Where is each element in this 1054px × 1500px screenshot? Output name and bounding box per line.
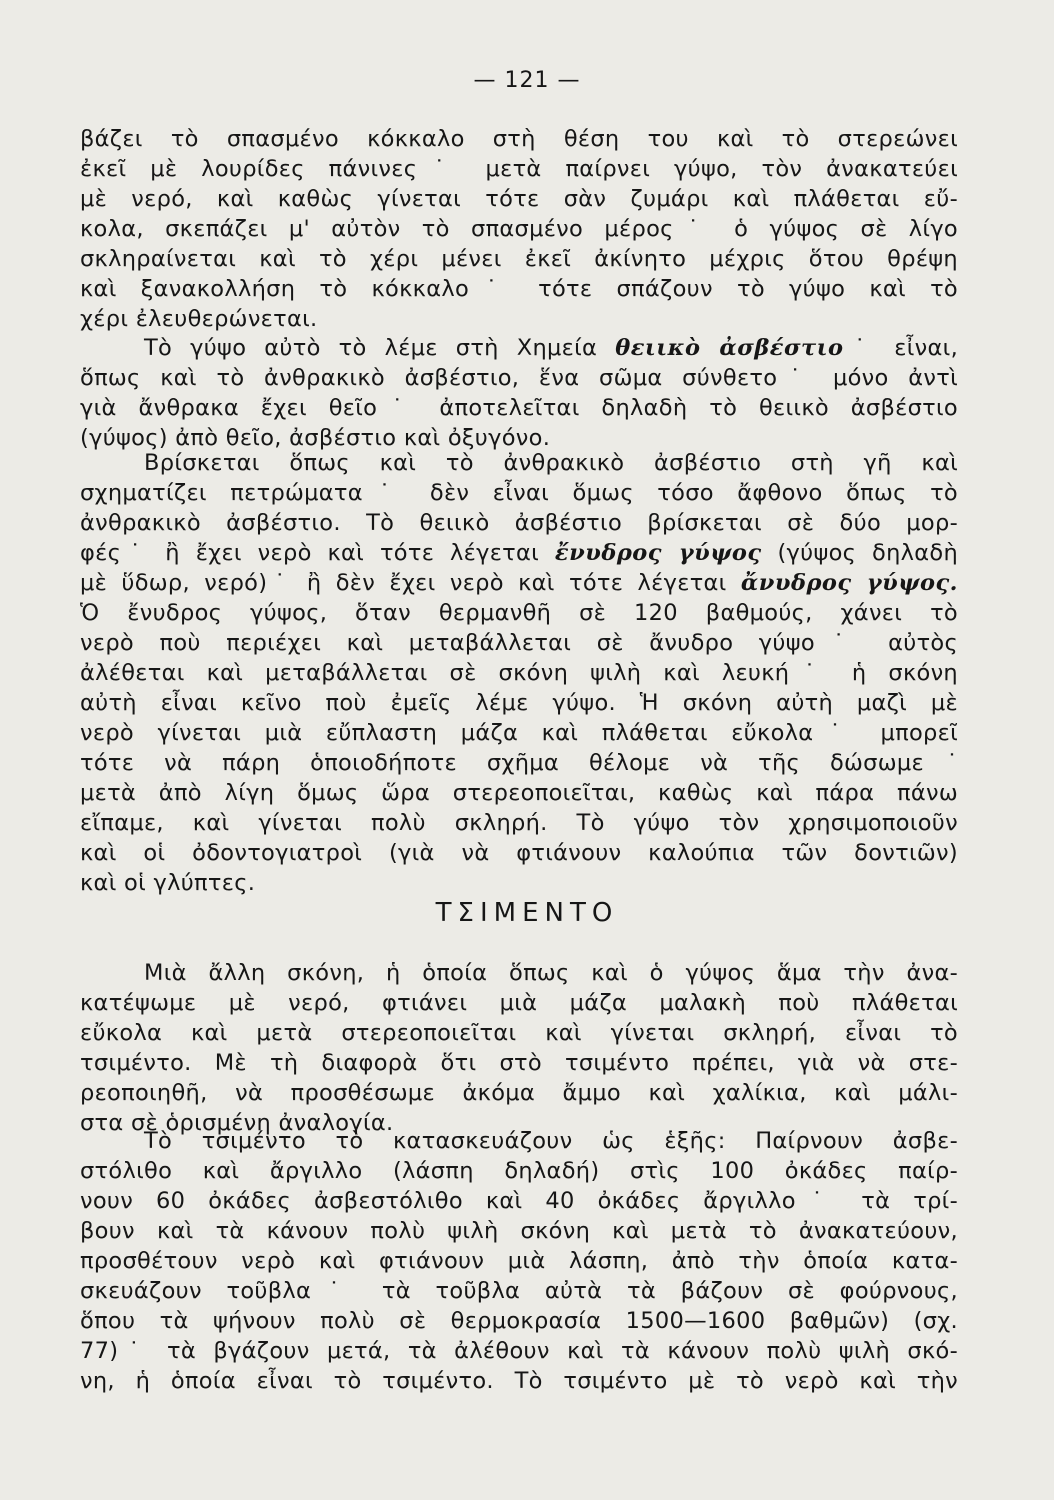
text-line: αὐτὴ εἶναι κεῖνο ποὺ ἐμεῖς λέμε γύψο. Ἡ σκόνη αὐτὴ μαζὶ μὲ — [80, 690, 958, 716]
paragraph-plaster-cast — [80, 124, 958, 334]
text-line: 77)˙ τὰ βγάζουν μετά, τὰ ἀλέθουν καὶ τὰ κάνουν πολὺ ψιλὴ σκό- — [80, 1338, 958, 1364]
term-calcium-sulfate: θειικὸ ἀσβέστιο — [615, 335, 844, 361]
text-line: κατέψωμε μὲ νερό, φτιάνει μιὰ μάζα μαλακὴ ποὺ πλάθεται — [80, 990, 958, 1016]
text-line: ὅπως καὶ τὸ ἀνθρακικὸ ἀσβέστιο, ἕνα σῶμα σύνθετο˙ μόνο ἀντὶ — [80, 365, 958, 391]
text-line — [80, 538, 958, 568]
text-line: σκληραίνεται καὶ τὸ χέρι μένει ἐκεῖ ἀκίνητο μέχρις ὅτου θρέψη — [80, 246, 958, 272]
text-fragment: ˙ εἶναι, — [843, 335, 959, 361]
text-line: καὶ οἱ γλύπτες. — [80, 870, 256, 896]
text-line — [80, 568, 958, 598]
text-line: τότε νὰ πάρη ὁποιοδήποτε σχῆμα θέλομε νὰ τῆς δώσωμε˙ — [80, 750, 958, 776]
text-line: καὶ οἱ ὀδοντογιατροὶ (γιὰ νὰ φτιάνουν καλούπια τῶν δοντιῶν) — [80, 840, 958, 866]
text-fragment: Τὸ γύψο αὐτὸ τὸ λέμε στὴ Χημεία — [144, 335, 598, 361]
text-line: μετὰ ἀπὸ λίγη ὅμως ὥρα στερεοποιεῖται, καθὼς καὶ πάρα πάνω — [80, 780, 958, 806]
text-line: βουν καὶ τὰ κάνουν πολὺ ψιλὴ σκόνη καὶ μετὰ τὸ ἀνακατεύουν, — [80, 1218, 958, 1244]
text-line: νερὸ γίνεται μιὰ εὔπλαστη μάζα καὶ πλάθεται εὔκολα˙ μπορεῖ — [80, 720, 958, 746]
text-line: (γύψος) ἀπὸ θεῖο, ἀσβέστιο καὶ ὀξυγόνο. — [80, 425, 551, 451]
text-line: βάζει τὸ σπασμένο κόκκαλο στὴ θέση του καὶ τὸ στερεώνει — [80, 126, 958, 152]
text-line: προσθέτουν νερὸ καὶ φτιάνουν μιὰ λάσπη, ἀπὸ τὴν ὁποία κατα- — [80, 1248, 958, 1274]
text-line — [80, 333, 958, 363]
text-line: τσιμέντο. Μὲ τὴ διαφορὰ ὅτι στὸ τσιμέντο πρέπει, γιὰ νὰ στε- — [80, 1050, 958, 1076]
text-line: ρεοποιηθῆ, νὰ προσθέσωμε ἀκόμα ἄμμο καὶ χαλίκια, καὶ μάλι- — [80, 1080, 958, 1106]
text-line: Μιὰ ἄλλη σκόνη, ἡ ὁποία ὅπως καὶ ὁ γύψος ἅμα τὴν ἀνα- — [144, 960, 958, 986]
text-line: ἀνθρακικὸ ἀσβέστιο. Τὸ θειικὸ ἀσβέστιο βρίσκεται σὲ δύο μορ- — [80, 510, 958, 536]
text-line: στόλιθο καὶ ἄργιλλο (λάσπη δηλαδή) στὶς 100 ὀκάδες παίρ- — [80, 1158, 958, 1184]
text-line: κολα, σκεπάζει μ' αὐτὸν τὸ σπασμένο μέρος˙ ὁ γύψος σὲ λίγο — [80, 216, 958, 242]
text-line: ὅπου τὰ ψήνουν πολὺ σὲ θερμοκρασία 1500—1600 βαθμῶν) (σχ. — [80, 1308, 958, 1334]
page-number: — 121 — — [473, 68, 581, 93]
text-line: Βρίσκεται ὅπως καὶ τὸ ἀνθρακικὸ ἀσβέστιο στὴ γῆ καὶ — [144, 450, 958, 476]
text-fragment: μὲ ὕδωρ, νερό)˙ ἢ δὲν ἔχει νερὸ καὶ τότε λέγεται — [80, 570, 727, 596]
term-hydrous-gypsum: ἔνυδρος γύψος — [554, 540, 762, 566]
text-line: σχηματίζει πετρώματα˙ δὲν εἶναι ὅμως τόσο ἄφθονο ὅπως τὸ — [80, 480, 958, 506]
text-line: εἴπαμε, καὶ γίνεται πολὺ σκληρή. Τὸ γύψο τὸν χρησιμοποιοῦν — [80, 810, 958, 836]
text-line: στα σὲ ὁρισμένη ἀναλογία. — [80, 1110, 394, 1136]
text-line: χέρι ἐλευθερώνεται. — [80, 306, 318, 332]
text-line: νη, ἡ ὁποία εἶναι τὸ τσιμέντο. Τὸ τσιμέντο μὲ τὸ νερὸ καὶ τὴν — [80, 1368, 958, 1394]
paragraph-cement-manufacture — [80, 1126, 958, 1396]
text-line: ἀλέθεται καὶ μεταβάλλεται σὲ σκόνη ψιλὴ καὶ λευκή˙ ἡ σκόνη — [80, 660, 958, 686]
text-line: νερὸ ποὺ περιέχει καὶ μεταβάλλεται σὲ ἄνυδρο γύψο˙ αὐτὸς — [80, 630, 958, 656]
text-line: σκευάζουν τοῦβλα˙ τὰ τοῦβλα αὐτὰ τὰ βάζουν σὲ φούρνους, — [80, 1278, 958, 1304]
text-line: Τὸ τσιμέντο τὸ κατασκευάζουν ὡς ἑξῆς: Παίρνουν ἀσβε- — [144, 1128, 958, 1154]
text-fragment: φές˙ ἢ ἔχει νερὸ καὶ τότε λέγεται — [80, 540, 540, 566]
paragraph-calcium-sulfate — [80, 333, 958, 453]
text-fragment: (γύψος δηλαδὴ — [777, 540, 959, 566]
text-line: Ὁ ἔνυδρος γύψος, ὅταν θερμανθῆ σὲ 120 βαθμούς, χάνει τὸ — [80, 600, 958, 626]
text-line: ἐκεῖ μὲ λουρίδες πάνινες˙ μετὰ παίρνει γύψο, τὸν ἀνακατεύει — [80, 156, 958, 182]
term-anhydrous-gypsum: ἄνυδρος γύψος. — [740, 570, 958, 596]
section-title-cement: ΤΣΙΜΕΝΤΟ — [435, 898, 619, 928]
text-line: γιὰ ἄνθρακα ἔχει θεῖο˙ ἀποτελεῖται δηλαδὴ τὸ θειικὸ ἀσβέστιο — [80, 395, 958, 421]
text-line: νουν 60 ὀκάδες ἀσβεστόλιθο καὶ 40 ὀκάδες ἄργιλλο˙ τὰ τρί- — [80, 1188, 958, 1214]
text-line: καὶ ξανακολλήση τὸ κόκκαλο˙ τότε σπάζουν τὸ γύψο καὶ τὸ — [80, 276, 958, 302]
text-line: εὔκολα καὶ μετὰ στερεοποιεῖται καὶ γίνεται σκληρή, εἶναι τὸ — [80, 1020, 958, 1046]
paragraph-gypsum-forms — [80, 448, 958, 898]
text-line: μὲ νερό, καὶ καθὼς γίνεται τότε σὰν ζυμάρι καὶ πλάθεται εὔ- — [80, 186, 958, 212]
paragraph-cement-intro — [80, 958, 958, 1138]
